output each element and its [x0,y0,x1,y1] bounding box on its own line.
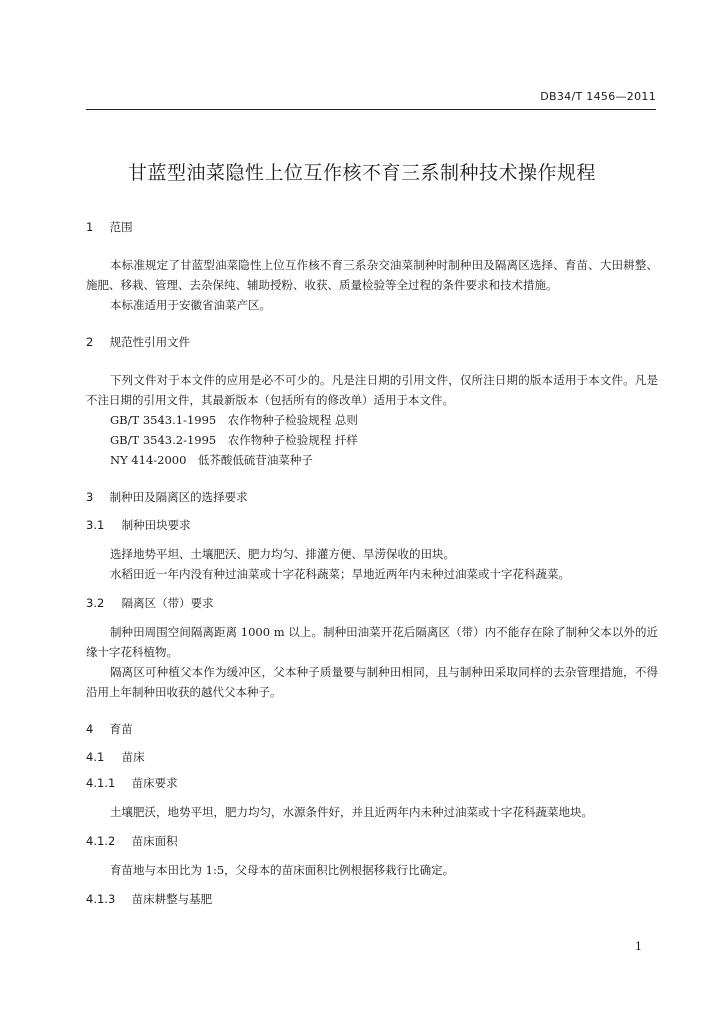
subsection-number: 4.1.2 [86,834,116,848]
subsection-heading-4-1-1 [86,776,658,790]
subsection-title: 苗床要求 [131,776,178,790]
subsection-heading-3-2 [86,596,658,610]
paragraph: 本标准适用于安徽省油菜产区。 [110,298,271,312]
section-heading-1 [86,220,658,234]
reference-item: NY 414-2000 低芥酸低硫苷油菜种子 [110,453,313,467]
subsection-title: 苗床面积 [131,834,178,848]
paragraph: 土壤肥沃，地势平坦，肥力均匀，水源条件好，并且近两年内未种过油菜或十字花科蔬菜地块。 [110,805,593,819]
subsection-title: 苗床耕整与基肥 [131,892,213,906]
section-number: 4 [86,722,94,736]
subsection-number: 4.1 [86,750,105,764]
subsection-title: 苗床 [121,750,145,764]
subsection-heading-4-1-2 [86,834,658,848]
subsection-number: 4.1.3 [86,892,116,906]
section-title: 规范性引用文件 [109,335,191,349]
reference-item: GB/T 3543.1-1995 农作物种子检验规程 总则 [110,413,358,427]
subsection-heading-3-1 [86,518,658,532]
subsection-heading-4-1 [86,750,658,764]
paragraph: 水稻田近一年内没有种过油菜或十字花科蔬菜；旱地近两年内未种过油菜或十字花科蔬菜。 [110,567,570,581]
section-number: 1 [86,220,94,234]
subsection-title: 制种田块要求 [121,518,191,532]
subsection-title: 隔离区（带）要求 [121,596,214,610]
document-body [86,208,658,918]
section-heading-3 [86,490,658,504]
subsection-heading-4-1-3 [86,892,658,906]
paragraph: 选择地势平坦、土壤肥沃、肥力均匀、排灌方便、旱涝保收的田块。 [110,547,455,561]
reference-item: GB/T 3543.2-1995 农作物种子检验规程 扦样 [110,433,358,447]
section-heading-4 [86,722,658,736]
paragraph: 制种田周围空间隔离距离 1000 m 以上。制种田油菜开花后隔离区（带）内不能存在除了制种父本以外的近缘十字花科植物。 [86,625,658,659]
section-title: 范围 [109,220,133,234]
paragraph: 隔离区可种植父本作为缓冲区，父本种子质量要与制种田相同，且与制种田采取同样的去杂管理措施，不得沿用上年制种田收获的越代父本种子。 [86,665,658,699]
section-heading-2 [86,335,658,349]
document-title: 甘蓝型油菜隐性上位互作核不育三系制种技术操作规程 [127,162,596,184]
section-title: 育苗 [109,722,133,736]
page-number: 1 [635,940,642,953]
paragraph: 育苗地与本田比为 1:5，父母本的苗床面积比例根据移栽行比确定。 [110,863,455,877]
section-title: 制种田及隔离区的选择要求 [109,490,248,504]
section-number: 2 [86,335,94,349]
paragraph: 本标准规定了甘蓝型油菜隐性上位互作核不育三系杂交油菜制种时制种田及隔离区选择、育苗、大田耕整、施肥、移栽、管理、去杂保纯、辅助授粉、收获、质量检验等全过程的条件要求和技术措施。 [86,258,658,292]
standard-code: DB34/T 1456—2011 [540,90,656,103]
header-rule [86,109,656,110]
subsection-number: 3.2 [86,596,105,610]
subsection-number: 4.1.1 [86,776,116,790]
subsection-number: 3.1 [86,518,105,532]
paragraph: 下列文件对于本文件的应用是必不可少的。凡是注日期的引用文件，仅所注日期的版本适用于本文件。凡是不注日期的引用文件，其最新版本（包括所有的修改单）适用于本文件。 [86,373,658,407]
section-number: 3 [86,490,94,504]
